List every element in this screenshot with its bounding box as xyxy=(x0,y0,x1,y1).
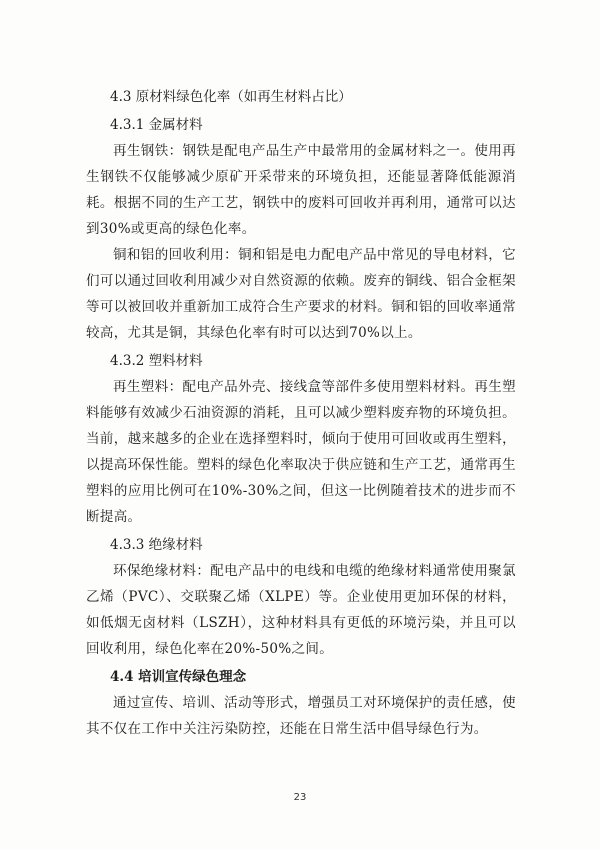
paragraph-recycled-plastic: 再生塑料：配电产品外壳、接线盒等部件多使用塑料材料。再生塑料能够有效减少石油资源的消耗，且可以减少塑料废弃物的环境负担。当前，越来越多的企业在选择塑料时，倾向于使用可回收或再生塑料，以提高环保性能。塑料的绿色化率取决于供应链和生产工艺，通常再生塑料的应用比例可在10%-30%之间，但这一比例随着技术的进步而不断提高。 xyxy=(86,379,516,525)
page-content xyxy=(86,84,516,742)
paragraph-insulation-material: 环保绝缘材料：配电产品中的电线和电缆的绝缘材料通常使用聚氯乙烯（PVC）、交联聚乙烯（XLPE）等。企业使用更加环保的材料，如低烟无卤材料（LSZH），这种材料具有更低的环境污染，并且可以回收利用，绿色化率在20%-50%之间。 xyxy=(86,563,516,657)
paragraph-copper-aluminum: 铜和铝的回收利用：铜和铝是电力配电产品中常见的导电材料，它们可以通过回收利用减少对自然资源的依赖。废弃的铜线、铝合金框架等可以被回收并重新加工成符合生产要求的材料。铜和铝的回收率通常较高，尤其是铜，其绿色化率有时可以达到70%以上。 xyxy=(86,247,516,341)
section-4-3-3-heading: 4.3.3 绝缘材料 xyxy=(110,537,203,553)
page-number: 23 xyxy=(293,792,307,803)
section-4-3-2-heading: 4.3.2 塑料材料 xyxy=(110,353,203,369)
paragraph-green-training: 通过宣传、培训、活动等形式，增强员工对环境保护的责任感，使其不仅在工作中关注污染防控，还能在日常生活中倡导绿色行为。 xyxy=(86,695,516,737)
paragraph-recycled-steel: 再生钢铁：钢铁是配电产品生产中最常用的金属材料之一。使用再生钢铁不仅能够减少原矿开采带来的环境负担，还能显著降低能源消耗。根据不同的生产工艺，钢铁中的废料可回收并再利用，通常可以达到30%或更高的绿色化率。 xyxy=(86,143,516,237)
section-4-4-heading: 4.4 培训宣传绿色理念 xyxy=(110,669,247,685)
section-4-3-1-heading: 4.3.1 金属材料 xyxy=(110,117,203,133)
section-4-3-heading: 4.3 原材料绿色化率（如再生材料占比） xyxy=(110,89,352,105)
